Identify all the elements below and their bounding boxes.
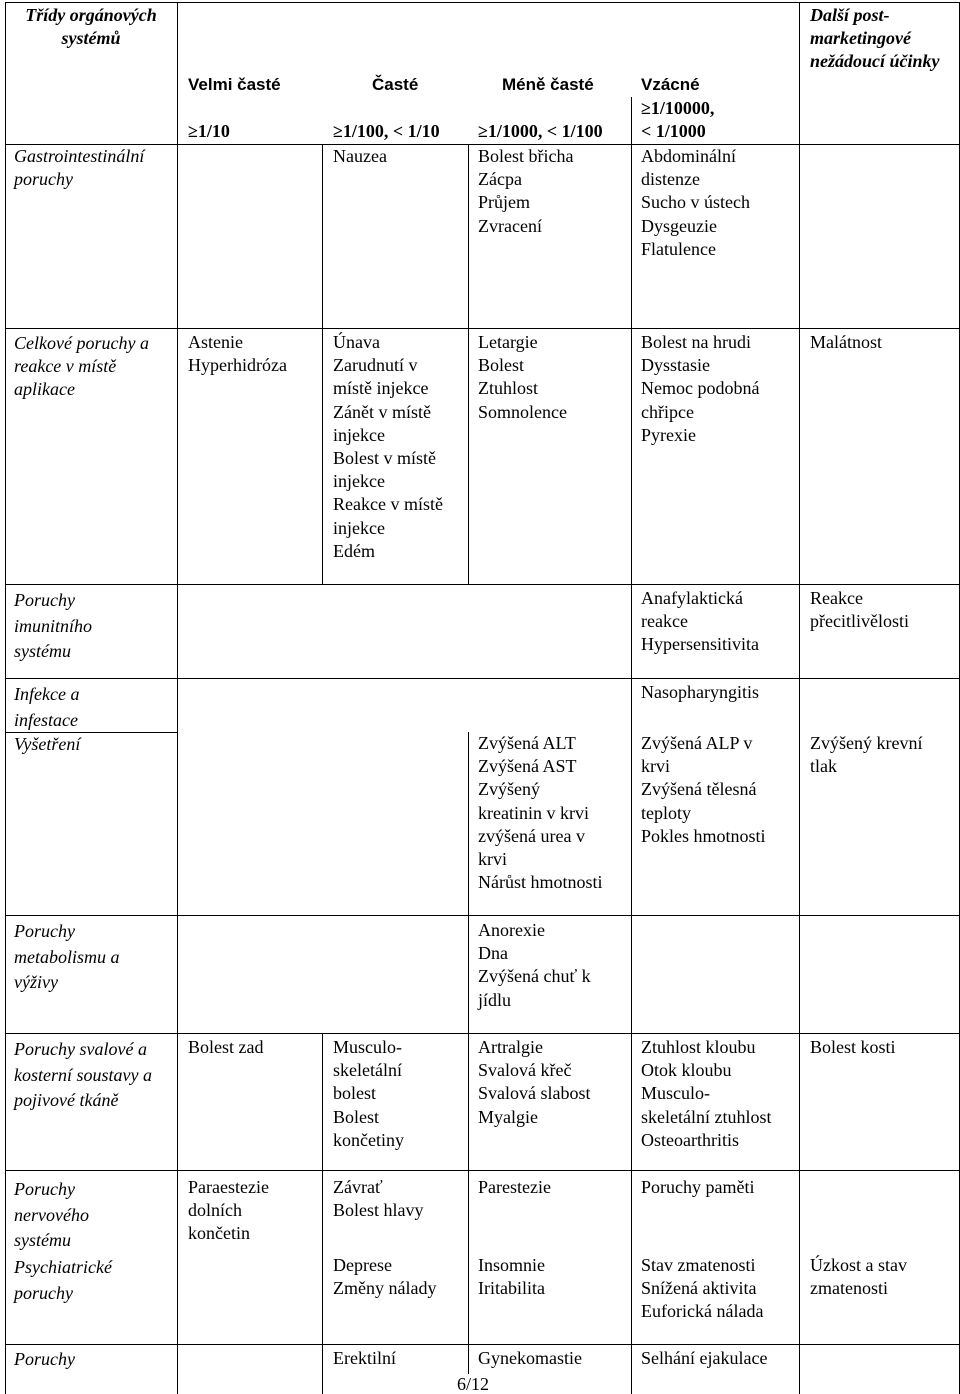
table-border-top (5, 2, 959, 3)
header-caste: Časté (372, 75, 419, 94)
celkove-caste: Únava Zarudnutí v místě injekce Zánět v místě injekce Bolest v místě injekce Reakce v místě injekce Edém (333, 332, 443, 561)
col-divider (468, 144, 469, 585)
gi-mene-caste: Bolest břicha Zácpa Průjem Zvracení (478, 146, 574, 236)
svalove-velmi-caste: Bolest zad (188, 1037, 264, 1057)
organ-infekce: Infekce a infestace (14, 684, 80, 730)
header-vzacne: Vzácné (641, 75, 700, 94)
organ-celkove: Celkové poruchy a reakce v místě aplikace (14, 333, 149, 400)
header-organ-class: Třídy orgánových systémů (25, 5, 157, 48)
psych-mene-caste: Insomnie Iritabilita (478, 1255, 545, 1299)
table-border-left (5, 2, 6, 1394)
page-number: 6/12 (457, 1374, 490, 1394)
imun-dalsi: Reakce přecitlivělosti (810, 588, 909, 632)
col-divider (799, 2, 800, 1394)
psych-vzacne: Stav zmatenosti Snížená aktivita Euforická nálada (641, 1255, 764, 1322)
svalove-dalsi: Bolest kosti (810, 1037, 896, 1057)
infekce-vzacne: Nasopharyngitis (641, 682, 759, 702)
vysetreni-dalsi: Zvýšený krevní tlak (810, 733, 923, 777)
col-divider (322, 144, 323, 585)
nerv-caste: Závrať Bolest hlavy (333, 1177, 424, 1221)
organ-poruchy: Poruchy (14, 1349, 75, 1369)
organ-psychiatricke: Psychiatrické poruchy (14, 1257, 112, 1303)
row-divider (5, 584, 959, 585)
range-mene-caste: ≥1/1000, < 1/100 (478, 121, 603, 141)
header-velmi-caste: Velmi časté (188, 75, 281, 94)
row-divider (5, 1033, 959, 1034)
range-vzacne: ≥1/10000, < 1/1000 (641, 98, 715, 142)
imun-vzacne: Anafylaktická reakce Hypersensitivita (641, 588, 759, 655)
col-divider (177, 2, 178, 1394)
row-divider (5, 1344, 959, 1345)
poruchy-caste: Erektilní (333, 1348, 396, 1368)
col-divider (468, 732, 469, 1394)
svalove-mene-caste: Artralgie Svalová křeč Svalová slabost Myalgie (478, 1037, 591, 1127)
gi-caste: Nauzea (333, 146, 387, 166)
nerv-vzacne: Poruchy paměti (641, 1177, 755, 1197)
metab-mene-caste: Anorexie Dna Zvýšená chuť k jídlu (478, 920, 591, 1010)
col-divider (631, 97, 632, 1394)
organ-metabolismus: Poruchy metabolismu a výživy (14, 921, 120, 993)
poruchy-mene-caste: Gynekomastie (478, 1348, 582, 1368)
organ-nervove: Poruchy nervového systému (14, 1179, 89, 1251)
organ-imunitni: Poruchy imunitního systému (14, 590, 93, 662)
organ-vysetreni: Vyšetření (14, 734, 81, 754)
col-divider (322, 1033, 323, 1394)
header-mene-caste: Méně časté (502, 75, 594, 94)
nerv-velmi-caste: Paraestezie dolních končetin (188, 1177, 269, 1244)
celkove-dalsi: Malátnost (810, 332, 882, 352)
nerv-mene-caste: Parestezie (478, 1177, 551, 1197)
celkove-velmi-caste: Astenie Hyperhidróza (188, 332, 287, 376)
celkove-vzacne: Bolest na hrudi Dysstasie Nemoc podobná chřipce Pyrexie (641, 332, 760, 445)
svalove-caste: Musculo- skeletální bolest Bolest končetiny (333, 1037, 404, 1150)
header-post-marketing: Další post-marketingové nežádoucí účinky (810, 5, 940, 71)
row-divider (5, 915, 959, 916)
vysetreni-vzacne: Zvýšená ALP v krvi Zvýšená tělesná teploty Pokles hmotnosti (641, 733, 766, 846)
poruchy-vzacne: Selhání ejakulace (641, 1348, 768, 1368)
row-divider (5, 678, 959, 679)
svalove-vzacne: Ztuhlost kloubu Otok kloubu Musculo- skeletální ztuhlost Osteoarthritis (641, 1037, 772, 1150)
range-velmi-caste: ≥1/10 (188, 121, 230, 141)
row-divider (5, 1170, 959, 1171)
organ-svalove: Poruchy svalové a kosterní soustavy a pojivové tkáně (14, 1039, 152, 1111)
celkove-mene-caste: Letargie Bolest Ztuhlost Somnolence (478, 332, 567, 422)
row-divider (5, 328, 959, 329)
psych-caste: Deprese Změny nálady (333, 1255, 437, 1299)
gi-vzacne: Abdominální distenze Sucho v ústech Dysgeuzie Flatulence (641, 146, 750, 259)
psych-dalsi: Úzkost a stav zmatenosti (810, 1255, 907, 1299)
organ-gastrointestinal: Gastrointestinální poruchy (14, 146, 145, 190)
vysetreni-mene-caste: Zvýšená ALT Zvýšená AST Zvýšený kreatinin v krvi zvýšená urea v krvi Nárůst hmotnosti (478, 733, 603, 893)
range-caste: ≥1/100, < 1/10 (333, 121, 440, 141)
